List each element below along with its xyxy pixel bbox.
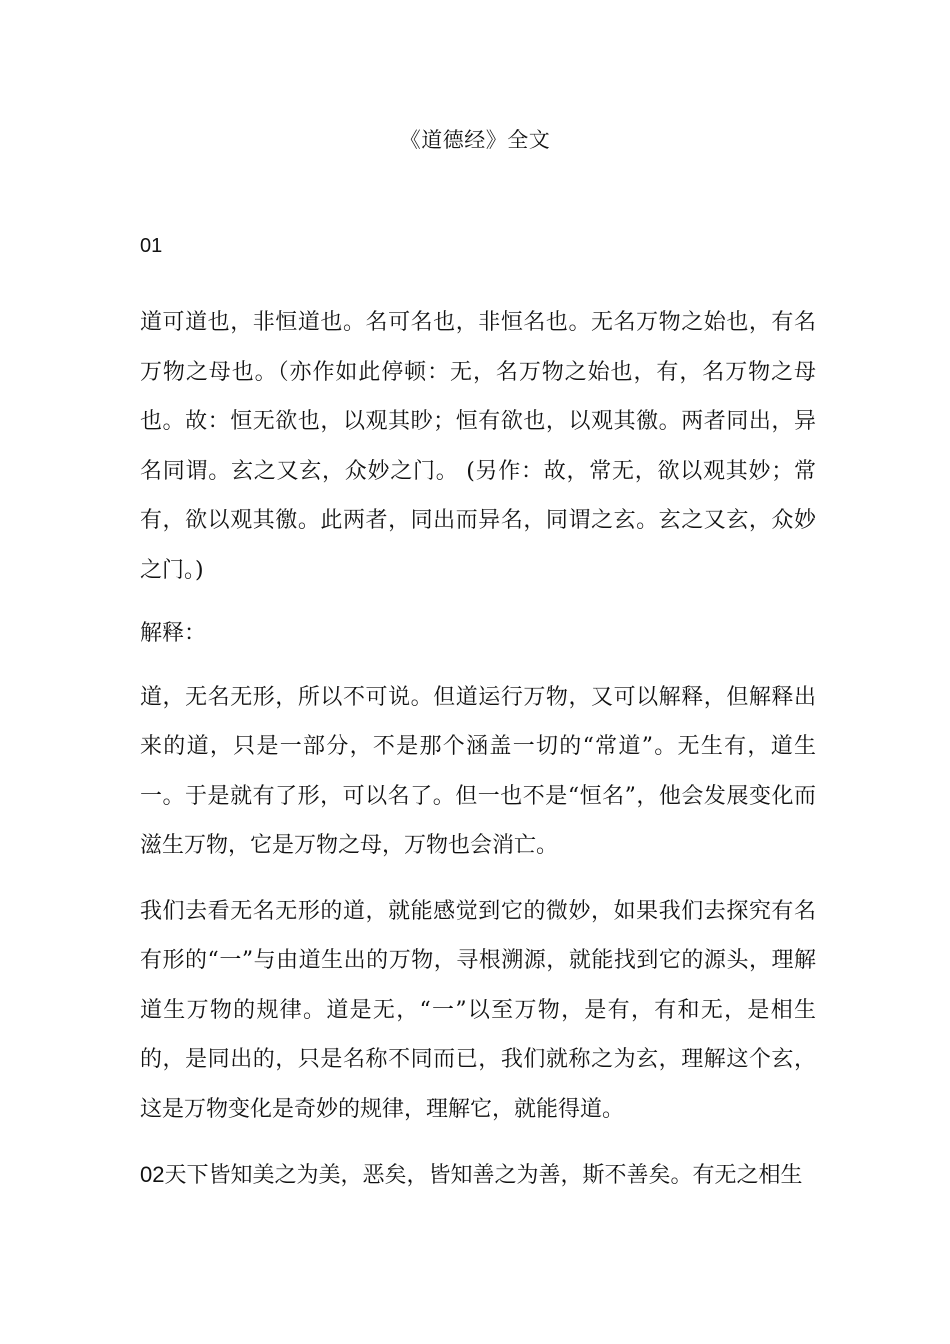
- section-text-content: 天下皆知美之为美，恶矣，皆知善之为善，斯不善矣。有无之相生: [164, 1163, 803, 1188]
- spacer: [140, 1134, 816, 1150]
- section-text: [140, 1150, 816, 1201]
- explanation-label: 解释：: [140, 621, 207, 646]
- spacer: [140, 871, 816, 887]
- section-number: 01: [140, 235, 163, 257]
- spacer: [140, 268, 816, 298]
- explanation-paragraph: 道，无名无形，所以不可说。但道运行万物，又可以解释，但解释出来的道，只是一部分，不是那个涵盖一切的“常道”。无生有，道生一。于是就有了形，可以名了。但一也不是“恒名”，他会发展变化而滋生万物，它是万物之母，万物也会消亡。: [140, 684, 816, 858]
- spacer: [140, 659, 816, 673]
- document-body: [140, 228, 816, 1201]
- section-text: 道可道也，非恒道也。名可名也，非恒名也。无名万物之始也，有名万物之母也。（亦作如此停顿：无，名万物之始也，有，名万物之母也。故：恒无欲也，以观其眇；恒有欲也，以观其徼。两者同出，异名同谓。玄之又玄，众妙之门。 (另作：故，常无，欲以观其妙；常有，欲以观其徼。此两者，同出而异名，同谓之玄。玄之又玄，众妙之门。): [140, 310, 816, 583]
- spacer: [140, 595, 816, 609]
- page-title: 《道德经》全文: [399, 128, 551, 152]
- section-number: 02: [140, 1162, 165, 1187]
- explanation-paragraph: 我们去看无名无形的道，就能感觉到它的微妙，如果我们去探究有名有形的“一”与由道生出的万物，寻根溯源，就能找到它的源头，理解道生万物的规律。道是无，“一”以至万物，是有，有和无，是相生的，是同出的，只是名称不同而已，我们就称之为玄，理解这个玄，这是万物变化是奇妙的规律，理解它，就能得道。: [140, 898, 816, 1122]
